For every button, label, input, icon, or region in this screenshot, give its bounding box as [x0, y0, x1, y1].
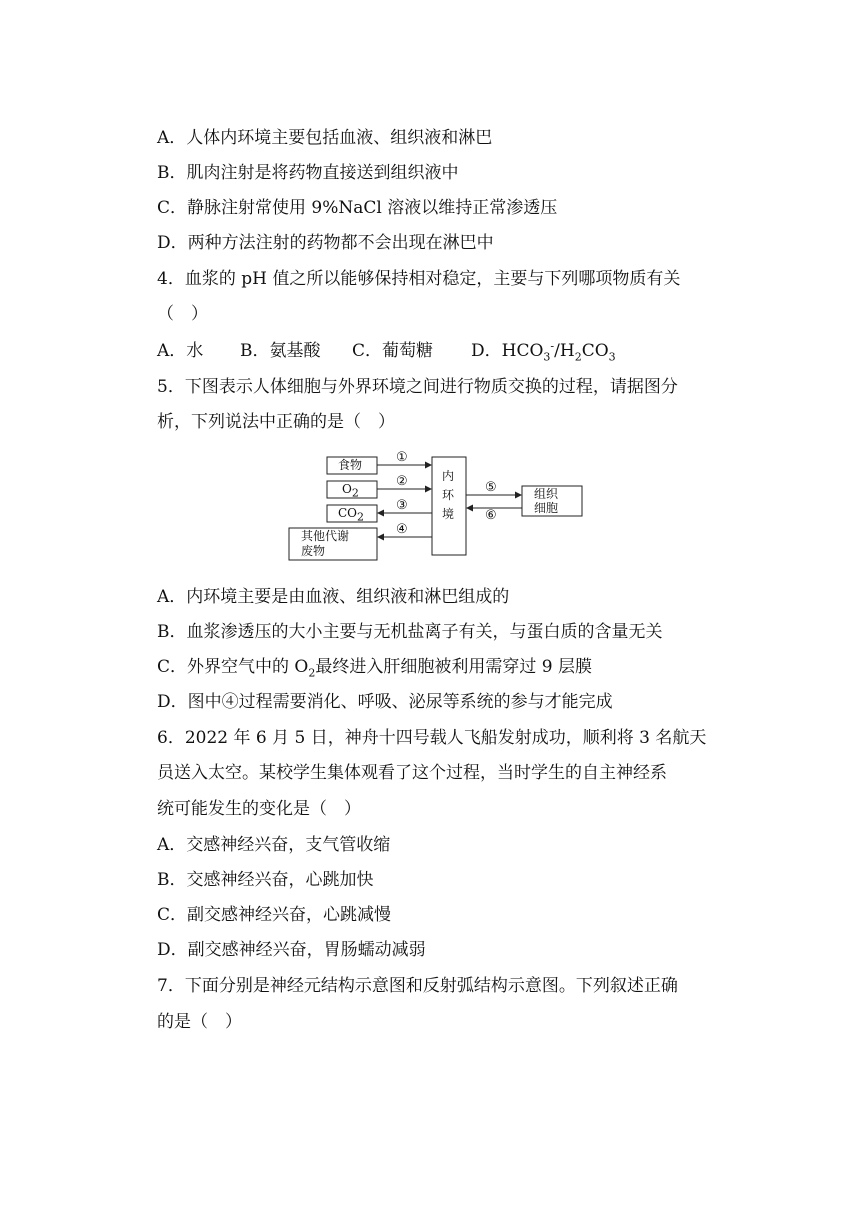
q4-answer-paren: （ ） — [157, 304, 208, 324]
arrow-label-2: ② — [396, 474, 408, 489]
q4-options — [157, 340, 616, 362]
cell-box-label-1: 组织 — [534, 487, 559, 501]
q5-option-d: D．图中④过程需要消化、呼吸、泌尿等系统的参与才能完成 — [157, 692, 613, 712]
co2-box-label: $CO_2$ — [338, 506, 365, 524]
q7-stem-line-2: 的是（ ） — [157, 1012, 242, 1032]
q3-option-c: C．静脉注射常使用 9%NaCl 溶液以维持正常渗透压 — [157, 198, 558, 218]
env-box-label-3: 境 — [442, 507, 455, 521]
q3-option-d: D．两种方法注射的药物都不会出现在淋巴中 — [157, 233, 494, 253]
o2-box-label: $O_2$ — [342, 482, 359, 500]
q6-stem-line-2: 员送入太空。某校学生集体观看了这个过程，当时学生的自主神经系 — [157, 763, 667, 783]
arrow-label-6: ⑥ — [485, 508, 497, 523]
q4-option-a: A．水 — [157, 341, 204, 361]
env-box-label-1: 内 — [442, 469, 455, 483]
arrow-label-4: ④ — [396, 522, 408, 537]
q5-stem-line-1: 5．下图表示人体细胞与外界环境之间进行物质交换的过程，请据图分 — [157, 377, 678, 397]
q6-option-c: C．副交感神经兴奋，心跳减慢 — [157, 905, 392, 925]
arrow-label-1: ① — [396, 450, 408, 465]
exchange-diagram — [285, 452, 590, 564]
q6-stem-line-3: 统可能发生的变化是（ ） — [157, 799, 361, 819]
q4-option-d: D．$HCO_3^-/H_2CO_3$ — [471, 339, 616, 364]
q3-option-a: A．人体内环境主要包括血液、组织液和淋巴 — [157, 128, 493, 148]
arrow-label-5: ⑤ — [485, 480, 497, 495]
q5-stem-line-2: 析，下列说法中正确的是（ ） — [157, 412, 395, 432]
q6-stem-line-1: 6．2022 年 6 月 5 日，神舟十四号载人飞船发射成功，顺利将 3 名航天 — [157, 728, 707, 748]
env-box-label-2: 环 — [442, 488, 455, 502]
arrow-label-3: ③ — [396, 498, 408, 513]
waste-box-label-1: 其他代谢 — [301, 529, 350, 543]
q6-option-a: A．交感神经兴奋，支气管收缩 — [157, 835, 391, 855]
waste-box-label-2: 废物 — [301, 544, 326, 558]
food-box-label: 食物 — [338, 458, 363, 472]
q4-option-b: B．氨基酸 — [240, 341, 321, 361]
q5-option-b: B．血浆渗透压的大小主要与无机盐离子有关，与蛋白质的含量无关 — [157, 622, 663, 642]
q4-stem: 4．血浆的 pH 值之所以能够保持相对稳定，主要与下列哪项物质有关 — [157, 269, 681, 289]
q5-option-a: A．内环境主要是由血液、组织液和淋巴组成的 — [157, 587, 510, 607]
q3-option-b: B．肌肉注射是将药物直接送到组织液中 — [157, 163, 459, 183]
q6-option-b: B．交感神经兴奋，心跳加快 — [157, 870, 374, 890]
q5-option-c: C．外界空气中的 $O_2$最终进入肝细胞被利用需穿过 9 层膜 — [157, 657, 592, 680]
q6-option-d: D．副交感神经兴奋，胃肠蠕动减弱 — [157, 940, 426, 960]
q7-stem-line-1: 7．下面分别是神经元结构示意图和反射弧结构示意图。下列叙述正确 — [157, 976, 678, 996]
cell-box-label-2: 细胞 — [534, 501, 559, 515]
q4-option-c: C．葡萄糖 — [352, 341, 434, 361]
